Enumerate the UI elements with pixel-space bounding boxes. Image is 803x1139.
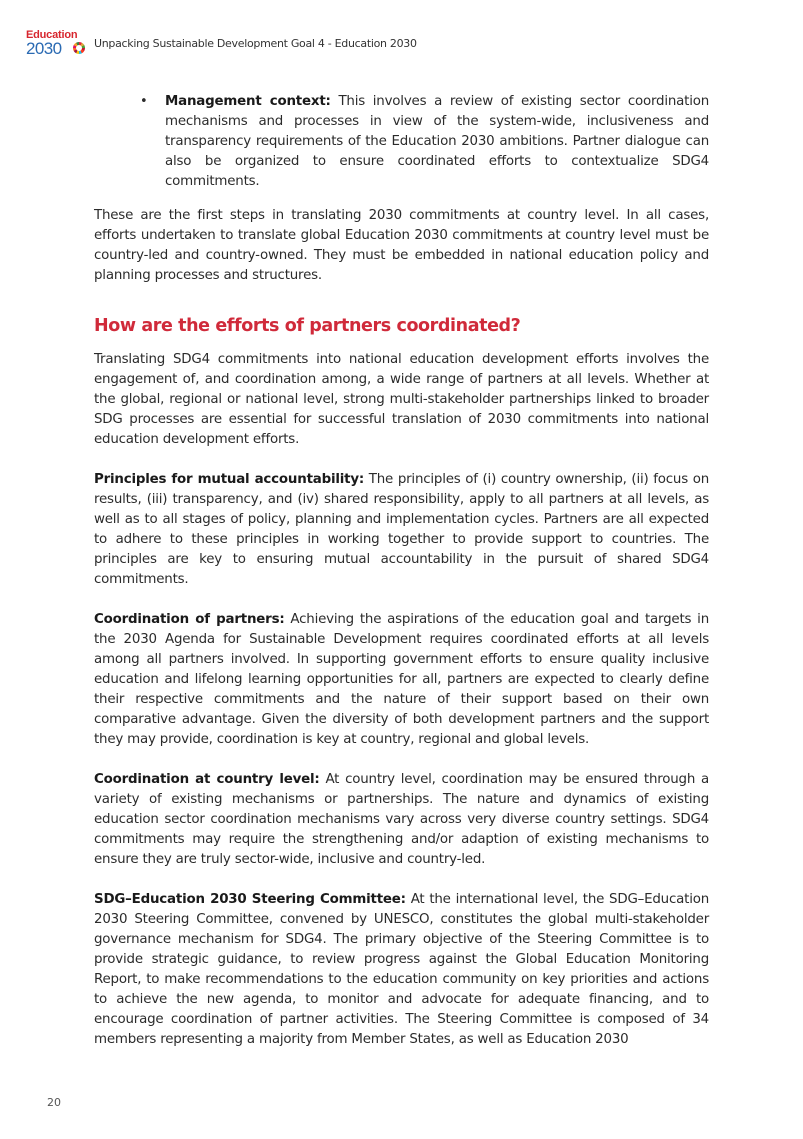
paragraph-label: SDG–Education 2030 Steering Committee: [94, 892, 406, 907]
page-header [26, 28, 417, 58]
bullet-label: Management context: [165, 94, 331, 109]
paragraph-mutual-accountability [94, 470, 709, 590]
paragraph-text: The principles of (i) country ownership, (ii) focus on results, (iii) transparency, and (iv) shared responsibility, apply to all partners at all levels, as well as to all stages of policy, planning and implementation cycles. Partners are all expected to adhere to these principles in working together to provide support to countries. The principles are key to ensuring mutual accountability in the pursuit of shared SDG4 commitments. [94, 472, 709, 587]
paragraph-text: At the international level, the SDG–Education 2030 Steering Committee, convened by UNESCO, constitutes the global multi-stakeholder governance mechanism for SDG4. The primary objective of the Steering Committee is to provide strategic guidance, to review progress against the Global Education Monitoring Report, to make recommendations to the education community on key priorities and actions to achieve the new agenda, to monitor and advocate for adequate financing, and to encourage coordination of partner activities. The Steering Committee is composed of 34 members representing a majority from Member States, as well as Education 2030 [94, 892, 709, 1047]
paragraph-steering-committee [94, 890, 709, 1050]
paragraph-label: Coordination at country level: [94, 772, 320, 787]
logo-word: Education [26, 29, 78, 41]
bullet-item [94, 92, 709, 192]
bullet-text: This involves a review of existing sector coordination mechanisms and processes in view of the system-wide, inclusiveness and transparency requirements of the Education 2030 ambitions. Partner dialogue can also be organized to ensure coordinated efforts to contextualize SDG4 commitments. [165, 94, 709, 189]
paragraph-text: Achieving the aspirations of the education goal and targets in the 2030 Agenda for Sustainable Development requires coordinated efforts at all levels among all partners involved. In supporting government efforts to ensure quality inclusive education and lifelong learning opportunities for all, partners are expected to clearly define their respective commitments and the nature of their support based on their own comparative advantage. Given the diversity of both development partners and the support they may provide, coordination is key at country, regional and global levels. [94, 612, 709, 747]
paragraph-country-level [94, 770, 709, 870]
section-heading: How are the efforts of partners coordinated? [94, 316, 521, 336]
paragraph-label: Principles for mutual accountability: [94, 472, 365, 487]
bullet-paragraph [165, 92, 709, 192]
education-2030-logo [26, 29, 88, 57]
paragraph-coordination-of-partners [94, 610, 709, 750]
intro-paragraph: These are the first steps in translating 2030 commitments at country level. In all cases, efforts undertaken to translate global Education 2030 commitments at country level must be country-led and country-owned. They must be embedded in national education policy and planning processes and structures. [94, 208, 709, 283]
page-number: 20 [47, 1096, 61, 1109]
logo-year: 2030 [26, 39, 62, 58]
paragraph-text: At country level, coordination may be ensured through a variety of existing mechanisms or partnerships. The nature and dynamics of existing education sector coordination mechanisms vary across very diverse country settings. SDG4 commitments may require the strengthening and/or adaption of existing mechanisms to ensure they are truly sector-wide, inclusive and country-led. [94, 772, 709, 867]
section-lead-paragraph: Translating SDG4 commitments into national education development efforts involves the engagement of, and coordination among, a wide range of partners at all levels. Whether at the global, regional or national level, strong multi-stakeholder partnerships linked to broader SDG processes are essential for successful translation of 2030 commitments into national education development efforts. [94, 352, 709, 447]
paragraph-label: Coordination of partners: [94, 612, 285, 627]
bullet-marker: • [140, 94, 148, 109]
running-title: Unpacking Sustainable Development Goal 4 - Education 2030 [94, 36, 417, 50]
page-body [94, 92, 709, 1050]
sdg-wheel-icon [73, 42, 85, 54]
